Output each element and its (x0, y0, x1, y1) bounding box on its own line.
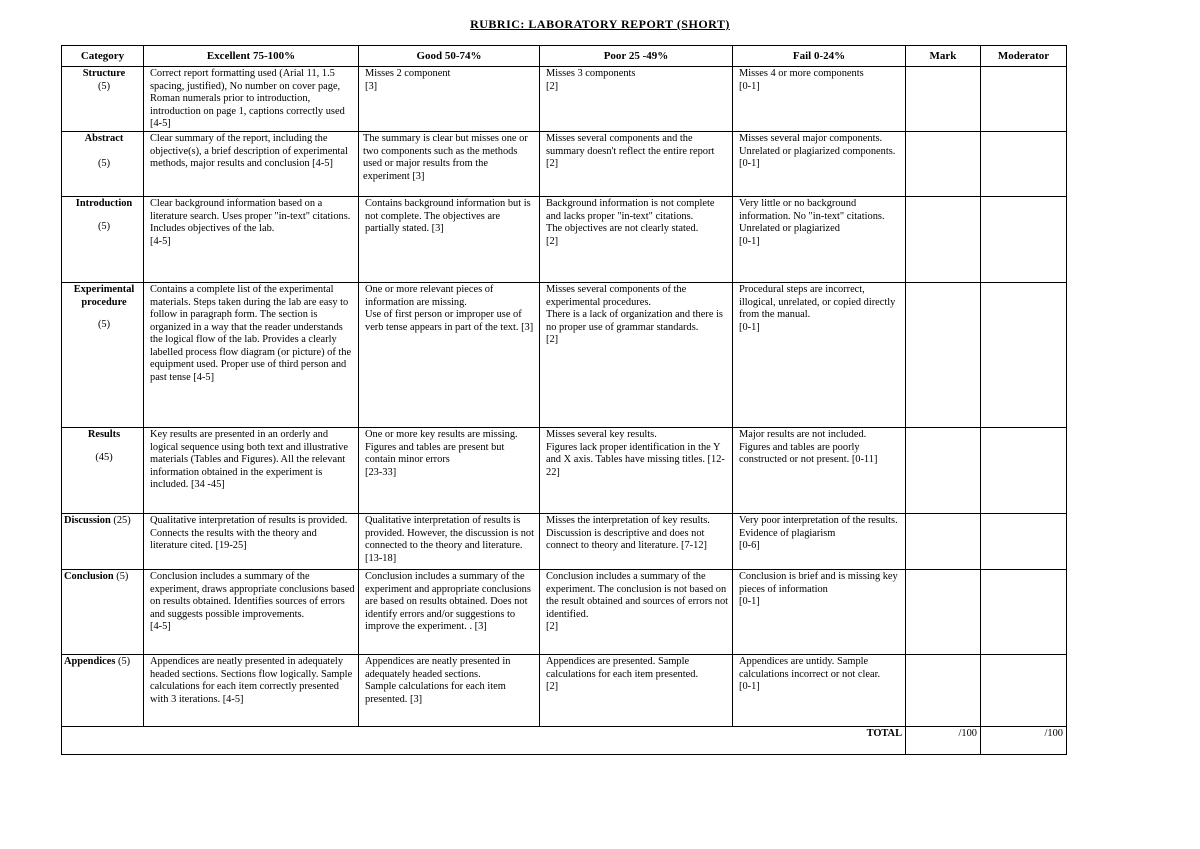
category-points: (5) (97, 80, 111, 92)
header-excellent: Excellent 75-100% (144, 46, 359, 67)
table-row (62, 197, 1067, 283)
poor-cell: Misses several key results. Figures lack proper identification in the Y and X axis. Tables have missing titles. [12-22] (540, 428, 733, 514)
mark-cell[interactable] (906, 514, 981, 570)
table-row (62, 132, 1067, 197)
mark-cell[interactable] (906, 132, 981, 197)
mark-cell[interactable] (906, 283, 981, 428)
category-points: (25) (113, 515, 131, 526)
category-label: Appendices (64, 656, 116, 667)
poor-cell: Appendices are presented. Sample calculations for each item presented. [2] (540, 655, 733, 727)
table-row (62, 428, 1067, 514)
category-label: Introduction (75, 198, 133, 209)
excellent-cell: Conclusion includes a summary of the experiment, draws appropriate conclusions based on results obtained. Identifies sources of errors and suggests possible improvements. [4-5] (144, 570, 359, 655)
fail-cell: Misses several major components. Unrelated or plagiarized components. [0-1] (733, 132, 906, 197)
moderator-cell[interactable] (981, 514, 1067, 570)
total-moderator[interactable]: /100 (981, 727, 1067, 755)
good-cell: Qualitative interpretation of results is provided. However, the discussion is not connected to the theory and literature. [13-18] (359, 514, 540, 570)
category-label: Discussion (64, 515, 111, 526)
moderator-cell[interactable] (981, 570, 1067, 655)
excellent-cell: Qualitative interpretation of results is provided. Connects the results with the theory and literature cited. [19-25] (144, 514, 359, 570)
category-label: Experimental procedure (73, 284, 135, 308)
fail-cell: Procedural steps are incorrect, illogical, unrelated, or copied directly from the manual. [0-1] (733, 283, 906, 428)
category-label: Abstract (84, 133, 124, 144)
category-label: Conclusion (64, 571, 114, 582)
moderator-cell[interactable] (981, 132, 1067, 197)
category-cell (62, 428, 144, 514)
good-cell: The summary is clear but misses one or two components such as the methods used or major results from the experiment [3] (359, 132, 540, 197)
mark-cell[interactable] (906, 428, 981, 514)
category-points: (5) (97, 220, 111, 232)
good-cell: Appendices are neatly presented in adequately headed sections. Sample calculations for each item presented. [3] (359, 655, 540, 727)
good-cell: One or more relevant pieces of information are missing. Use of first person or improper use of verb tense appears in part of the text. [3] (359, 283, 540, 428)
mark-cell[interactable] (906, 197, 981, 283)
mark-cell[interactable] (906, 570, 981, 655)
category-points: (5) (118, 656, 131, 667)
category-label: Structure (82, 68, 126, 79)
excellent-cell: Clear summary of the report, including the objective(s), a brief description of experimental methods, major results and conclusion [4-5] (144, 132, 359, 197)
category-cell (62, 67, 144, 132)
moderator-cell[interactable] (981, 197, 1067, 283)
fail-cell: Appendices are untidy. Sample calculations incorrect or not clear. [0-1] (733, 655, 906, 727)
poor-cell: Background information is not complete and lacks proper "in-text" citations. The objectives are not clearly stated. [2] (540, 197, 733, 283)
fail-cell: Very poor interpretation of the results. Evidence of plagiarism [0-6] (733, 514, 906, 570)
fail-cell: Misses 4 or more components [0-1] (733, 67, 906, 132)
document-title: RUBRIC: LABORATORY REPORT (SHORT) (470, 17, 730, 31)
header-mark: Mark (906, 46, 981, 67)
header-row (62, 46, 1067, 67)
excellent-cell: Key results are presented in an orderly and logical sequence using both text and illustrative materials (Tables and Figures). All the relevant information obtained in the experiment is included. [34 -45] (144, 428, 359, 514)
moderator-cell[interactable] (981, 67, 1067, 132)
table-row (62, 514, 1067, 570)
fail-cell: Major results are not included. Figures and tables are poorly constructed or not present. [0-11] (733, 428, 906, 514)
category-points: (5) (116, 571, 129, 582)
category-cell (62, 655, 144, 727)
category-cell (62, 570, 144, 655)
total-label: TOTAL (62, 727, 906, 755)
good-cell: Misses 2 component [3] (359, 67, 540, 132)
poor-cell: Misses 3 components [2] (540, 67, 733, 132)
header-moderator: Moderator (981, 46, 1067, 67)
poor-cell: Misses several components of the experimental procedures. There is a lack of organization and there is no proper use of grammar standards. [2] (540, 283, 733, 428)
category-points: (5) (97, 157, 111, 169)
category-cell (62, 132, 144, 197)
rubric-table (61, 45, 1067, 755)
category-label: Results (87, 429, 121, 440)
category-cell (62, 197, 144, 283)
excellent-cell: Contains a complete list of the experimental materials. Steps taken during the lab are easy to follow in paragraph form. The section is organized in a way that the reader understands the logical flow of the lab. Provides a clearly labelled process flow diagram (or picture) of the equipment used. Proper use of third person and past tense [4-5] (144, 283, 359, 428)
good-cell: Contains background information but is not complete. The objectives are partially stated. [3] (359, 197, 540, 283)
poor-cell: Misses several components and the summary doesn't reflect the entire report [2] (540, 132, 733, 197)
header-fail: Fail 0-24% (733, 46, 906, 67)
category-cell (62, 283, 144, 428)
moderator-cell[interactable] (981, 655, 1067, 727)
category-cell (62, 514, 144, 570)
excellent-cell: Clear background information based on a literature search. Uses proper "in-text" citations. Includes objectives of the lab. [4-5] (144, 197, 359, 283)
fail-cell: Very little or no background information. No "in-text" citations. Unrelated or plagiarized [0-1] (733, 197, 906, 283)
header-good: Good 50-74% (359, 46, 540, 67)
moderator-cell[interactable] (981, 283, 1067, 428)
category-points: (45) (95, 451, 113, 463)
table-row (62, 67, 1067, 132)
excellent-cell: Appendices are neatly presented in adequately headed sections. Sections flow logically. Sample calculations for each item correctly presented with 3 iterations. [4-5] (144, 655, 359, 727)
excellent-cell: Correct report formatting used (Arial 11, 1.5 spacing, justified), No number on cover page, Roman numerals prior to introduction, introduction on page 1, captions correctly used [4-5] (144, 67, 359, 132)
table-row (62, 283, 1067, 428)
header-poor: Poor 25 -49% (540, 46, 733, 67)
table-row (62, 655, 1067, 727)
header-category: Category (62, 46, 144, 67)
poor-cell: Conclusion includes a summary of the experiment. The conclusion is not based on the result obtained and sources of errors not identified. [2] (540, 570, 733, 655)
good-cell: One or more key results are missing. Figures and tables are present but contain minor errors [23-33] (359, 428, 540, 514)
table-row (62, 570, 1067, 655)
fail-cell: Conclusion is brief and is missing key pieces of information [0-1] (733, 570, 906, 655)
good-cell: Conclusion includes a summary of the experiment and appropriate conclusions are based on results obtained. Does not identify errors and/or suggestions to improve the experiment. . [3] (359, 570, 540, 655)
total-mark[interactable]: /100 (906, 727, 981, 755)
category-points: (5) (97, 319, 111, 330)
total-row (62, 727, 1067, 755)
mark-cell[interactable] (906, 655, 981, 727)
mark-cell[interactable] (906, 67, 981, 132)
poor-cell: Misses the interpretation of key results. Discussion is descriptive and does not connect to theory and literature. [7-12] (540, 514, 733, 570)
moderator-cell[interactable] (981, 428, 1067, 514)
